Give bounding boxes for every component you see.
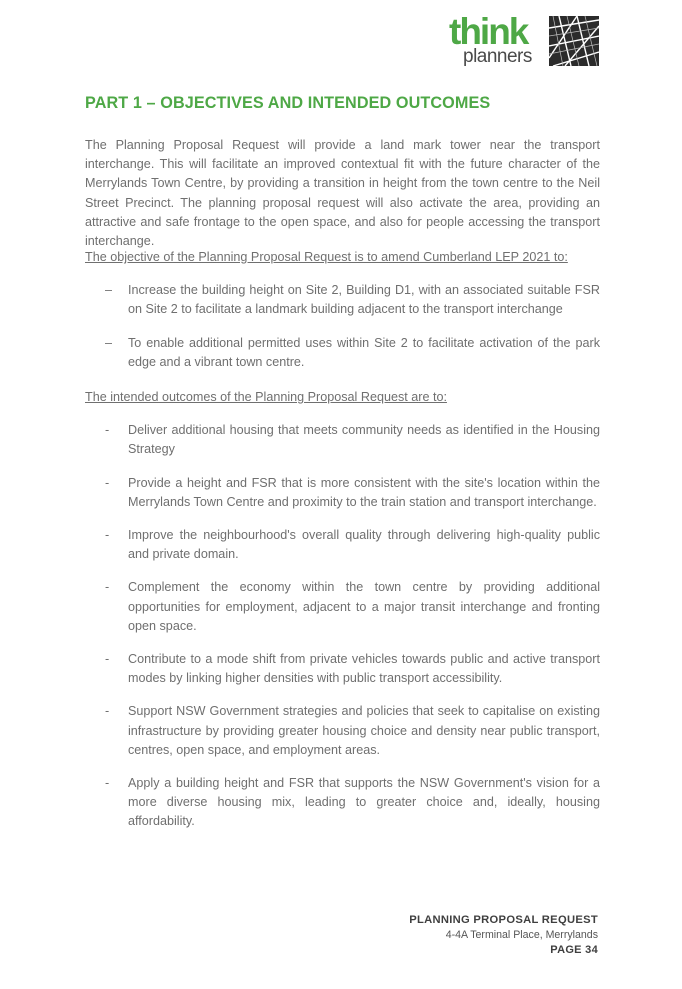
list-item: - Improve the neighbourhood's overall quality through delivering high-quality public and private domain. [105, 528, 600, 562]
list-item: – To enable additional permitted uses within Site 2 to facilitate activation of the park edge and a vibrant town centre. [105, 335, 600, 369]
list-item: - Provide a height and FSR that is more consistent with the site's location within the Merrylands Town Centre and proximity to the train station and transport interchange. [105, 475, 600, 509]
footer-address: 4-4A Terminal Place, Merrylands [445, 929, 598, 941]
page-heading: PART 1 – OBJECTIVES AND INTENDED OUTCOMES [85, 94, 491, 112]
list-item: - Apply a building height and FSR that supports the NSW Government's vision for a more diverse housing mix, leading to greater choice and, ideally, housing affordability. [105, 776, 600, 829]
map-grid-icon [549, 16, 599, 66]
list-item: - Contribute to a mode shift from private vehicles towards public and active transport modes by linking higher densities with public transport accessibility. [105, 652, 600, 686]
document-body [85, 136, 600, 832]
intro-paragraph: The Planning Proposal Request will provide a land mark tower near the transport interchange. This will facilitate an improved contextual fit with the future character of the Merrylands Town Centre, by providing a transition in height from the town centre to the Neil Street Precinct. The planning proposal request will also activate the area, providing an attractive and safe frontage to the open space, and also for people accessing the transport interchange. [85, 138, 600, 249]
outcomes-heading: The intended outcomes of the Planning Proposal Request are to: [85, 390, 447, 405]
list-item: - Deliver additional housing that meets community needs as identified in the Housing Strategy [105, 423, 600, 457]
outcomes-list [85, 421, 600, 831]
footer-title: PLANNING PROPOSAL REQUEST [409, 914, 598, 926]
list-item: - Complement the economy within the town centre by providing additional opportunities for employment, adjacent to a major transit interchange and fronting open space. [105, 580, 600, 633]
page-number: PAGE 34 [550, 944, 598, 956]
logo-wordmark-think: think [449, 11, 528, 52]
list-item: – Increase the building height on Site 2, Building D1, with an associated suitable FSR on Site 2 to facilitate a landmark building adjacent to the transport interchange [105, 283, 600, 317]
list-item: - Support NSW Government strategies and policies that seek to capitalise on existing infrastructure by providing greater housing choice and density near public transport, centres, open space, and employment areas. [105, 704, 600, 757]
objectives-list [85, 281, 600, 372]
objectives-heading: The objective of the Planning Proposal Request is to amend Cumberland LEP 2021 to: [85, 250, 568, 264]
logo-wordmark-planners: planners [463, 46, 532, 67]
think-planners-logo [449, 12, 601, 70]
page-footer [409, 913, 598, 958]
